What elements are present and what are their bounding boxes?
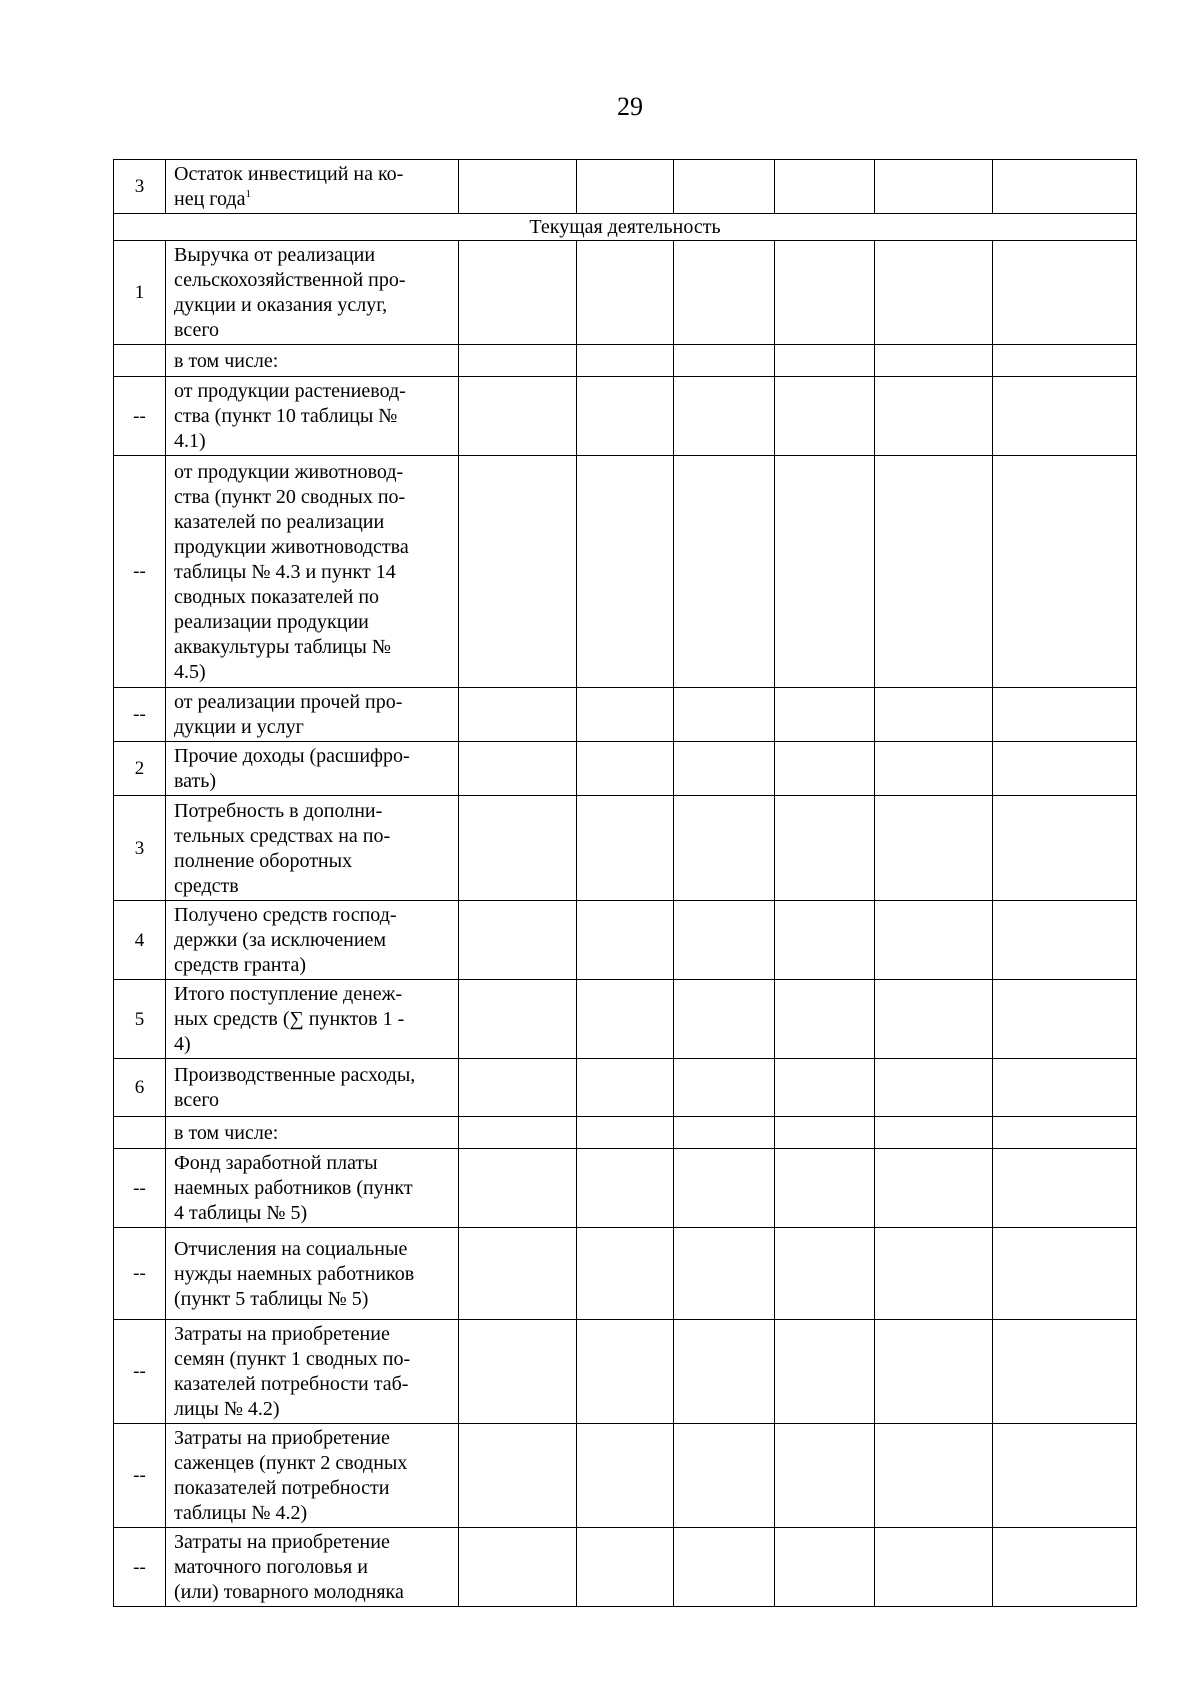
row-number-cell: --: [114, 688, 166, 742]
description-line: ства (пункт 10 таблицы №: [174, 405, 398, 427]
row-description-cell: [166, 1228, 459, 1320]
table-row: [114, 1424, 1137, 1528]
page-number: 29: [617, 92, 643, 121]
value-cell: [577, 456, 674, 688]
value-cell: [459, 796, 577, 901]
description-line: Получено средств господ-: [174, 904, 397, 926]
value-cell: [775, 688, 875, 742]
table-row: [114, 1117, 1137, 1149]
value-cell: [577, 1528, 674, 1607]
value-cell: [577, 241, 674, 345]
value-cell: [577, 980, 674, 1059]
description-line: маточного поголовья и: [174, 1556, 368, 1578]
table-row: [114, 901, 1137, 980]
value-cell: [459, 980, 577, 1059]
value-cell: [775, 377, 875, 456]
table-body: [114, 160, 1137, 1607]
table-row: [114, 1528, 1137, 1607]
description-line: реализации продукции: [174, 610, 369, 633]
row-description-cell: [166, 688, 459, 742]
value-cell: [459, 377, 577, 456]
description-line: вать): [174, 770, 217, 792]
value-cell: [875, 980, 993, 1059]
row-description-cell: [166, 1528, 459, 1607]
value-cell: [993, 901, 1137, 980]
description-line: 4.5): [174, 660, 206, 683]
row-description-cell: [166, 1149, 459, 1228]
row-description-cell: [166, 456, 459, 688]
value-cell: [459, 1228, 577, 1320]
description-line: держки (за исключением: [174, 929, 387, 951]
row-number-cell: [114, 345, 166, 377]
value-cell: [875, 688, 993, 742]
value-cell: [459, 1528, 577, 1607]
table-row: [114, 1059, 1137, 1117]
value-cell: [775, 160, 875, 214]
table-row: [114, 1228, 1137, 1320]
description-line: (пункт 5 таблицы № 5): [174, 1287, 369, 1310]
value-cell: [993, 1424, 1137, 1528]
value-cell: [674, 160, 775, 214]
value-cell: [875, 901, 993, 980]
row-description-cell: [166, 377, 459, 456]
value-cell: [459, 1320, 577, 1424]
value-cell: [993, 1320, 1137, 1424]
value-cell: [459, 456, 577, 688]
value-cell: [577, 1228, 674, 1320]
table-row: [114, 980, 1137, 1059]
value-cell: [459, 1059, 577, 1117]
value-cell: [459, 160, 577, 214]
description-line: ных средств (∑ пунктов 1 -: [174, 1008, 405, 1030]
description-line: казателей по реализации: [174, 510, 385, 533]
row-number-cell: --: [114, 1149, 166, 1228]
description-line: семян (пункт 1 сводных по-: [174, 1348, 411, 1370]
value-cell: [775, 901, 875, 980]
description-line: таблицы № 4.2): [174, 1502, 308, 1524]
value-cell: [875, 160, 993, 214]
value-cell: [577, 345, 674, 377]
value-cell: [993, 160, 1137, 214]
value-cell: [993, 345, 1137, 377]
value-cell: [993, 1059, 1137, 1117]
row-number-cell: 4: [114, 901, 166, 980]
value-cell: [775, 742, 875, 796]
value-cell: [775, 1424, 875, 1528]
description-line: средств гранта): [174, 954, 307, 976]
value-cell: [775, 345, 875, 377]
value-cell: [674, 796, 775, 901]
table-row: [114, 742, 1137, 796]
value-cell: [577, 1059, 674, 1117]
table-row: [114, 1320, 1137, 1424]
description-line: 4.1): [174, 430, 206, 452]
description-line: сельскохозяйственной про-: [174, 269, 406, 291]
row-number-cell: --: [114, 456, 166, 688]
value-cell: [459, 241, 577, 345]
description-line: нужды наемных работников: [174, 1262, 415, 1285]
description-line: Затраты на приобретение: [174, 1427, 390, 1449]
value-cell: [674, 241, 775, 345]
row-number-cell: --: [114, 1320, 166, 1424]
row-description-cell: [166, 1320, 459, 1424]
description-line: (или) товарного молодняка: [174, 1581, 404, 1603]
row-description-cell: [166, 241, 459, 345]
section-heading: Текущая деятельность: [114, 214, 1137, 241]
value-cell: [674, 980, 775, 1059]
value-cell: [577, 160, 674, 214]
row-number-cell: --: [114, 377, 166, 456]
value-cell: [775, 456, 875, 688]
value-cell: [577, 901, 674, 980]
value-cell: [674, 1117, 775, 1149]
value-cell: [993, 980, 1137, 1059]
value-cell: [875, 742, 993, 796]
description-line: показателей потребности: [174, 1477, 390, 1499]
description-line: Прочие доходы (расшифро-: [174, 745, 410, 767]
value-cell: [875, 1528, 993, 1607]
row-description-cell: [166, 345, 459, 377]
value-cell: [875, 241, 993, 345]
description-line: казателей потребности таб-: [174, 1373, 409, 1395]
value-cell: [993, 742, 1137, 796]
description-line: Остаток инвестиций на ко-: [174, 163, 404, 185]
row-description-cell: [166, 1059, 459, 1117]
value-cell: [775, 1149, 875, 1228]
description-line: Фонд заработной платы: [174, 1152, 378, 1174]
row-number-cell: --: [114, 1528, 166, 1607]
value-cell: [875, 1320, 993, 1424]
description-line: в том числе:: [174, 349, 279, 372]
value-cell: [674, 742, 775, 796]
row-number-cell: 6: [114, 1059, 166, 1117]
description-line: Выручка от реализации: [174, 244, 376, 266]
table-row: [114, 377, 1137, 456]
value-cell: [674, 1424, 775, 1528]
value-cell: [875, 1059, 993, 1117]
description-line: от продукции растениевод-: [174, 380, 406, 402]
row-description-cell: [166, 796, 459, 901]
value-cell: [775, 1059, 875, 1117]
value-cell: [993, 796, 1137, 901]
row-number-cell: [114, 1117, 166, 1149]
description-line: всего: [174, 1089, 220, 1111]
row-number-cell: 1: [114, 241, 166, 345]
row-number-cell: --: [114, 1424, 166, 1528]
table-row: [114, 456, 1137, 688]
value-cell: [993, 456, 1137, 688]
value-cell: [577, 1149, 674, 1228]
value-cell: [674, 345, 775, 377]
row-description-cell: [166, 1117, 459, 1149]
row-number-cell: 5: [114, 980, 166, 1059]
value-cell: [993, 377, 1137, 456]
value-cell: [577, 688, 674, 742]
value-cell: [577, 1320, 674, 1424]
value-cell: [459, 901, 577, 980]
value-cell: [459, 345, 577, 377]
value-cell: [775, 1320, 875, 1424]
row-description-cell: [166, 160, 459, 214]
value-cell: [875, 377, 993, 456]
description-line: полнение оборотных: [174, 849, 353, 872]
description-line: Потребность в дополни-: [174, 799, 383, 822]
description-line: Затраты на приобретение: [174, 1323, 390, 1345]
description-line: нец года: [174, 188, 246, 210]
description-line: сводных показателей по: [174, 585, 380, 608]
description-line: Отчисления на социальные: [174, 1237, 408, 1260]
value-cell: [674, 688, 775, 742]
description-line: таблицы № 4.3 и пункт 14: [174, 560, 396, 583]
value-cell: [674, 901, 775, 980]
description-line: саженцев (пункт 2 сводных: [174, 1452, 408, 1474]
value-cell: [577, 377, 674, 456]
description-line: Производственные расходы,: [174, 1064, 416, 1086]
row-description-cell: [166, 742, 459, 796]
value-cell: [993, 688, 1137, 742]
description-line: Итого поступление денеж-: [174, 983, 403, 1005]
value-cell: [577, 742, 674, 796]
value-cell: [993, 1528, 1137, 1607]
value-cell: [674, 1320, 775, 1424]
value-cell: [674, 456, 775, 688]
table-row: [114, 1149, 1137, 1228]
table-row: [114, 688, 1137, 742]
description-line: продукции животноводства: [174, 535, 409, 558]
description-line: 4): [174, 1033, 191, 1055]
value-cell: [875, 456, 993, 688]
value-cell: [674, 1059, 775, 1117]
value-cell: [775, 1117, 875, 1149]
row-description-cell: [166, 980, 459, 1059]
description-line: средств: [174, 874, 239, 897]
value-cell: [674, 1528, 775, 1607]
section-row: [114, 214, 1137, 241]
description-line: аквакультуры таблицы №: [174, 635, 391, 658]
value-cell: [577, 1117, 674, 1149]
value-cell: [674, 377, 775, 456]
table-row: [114, 796, 1137, 901]
value-cell: [993, 1117, 1137, 1149]
description-line: ства (пункт 20 сводных по-: [174, 485, 406, 508]
row-number-cell: 2: [114, 742, 166, 796]
value-cell: [775, 1228, 875, 1320]
value-cell: [775, 796, 875, 901]
description-line: от реализации прочей про-: [174, 691, 403, 713]
description-line: от продукции животновод-: [174, 460, 404, 483]
value-cell: [459, 1117, 577, 1149]
data-table: [113, 159, 1137, 1607]
table-row: [114, 345, 1137, 377]
value-cell: [674, 1228, 775, 1320]
value-cell: [875, 1117, 993, 1149]
description-line: наемных работников (пункт: [174, 1177, 413, 1199]
row-number-cell: --: [114, 1228, 166, 1320]
value-cell: [875, 1424, 993, 1528]
value-cell: [993, 1149, 1137, 1228]
value-cell: [775, 980, 875, 1059]
footnote-marker: 1: [245, 188, 251, 200]
description-line: всего: [174, 319, 220, 341]
description-line: дукции и оказания услуг,: [174, 294, 388, 316]
value-cell: [459, 688, 577, 742]
value-cell: [577, 1424, 674, 1528]
value-cell: [993, 241, 1137, 345]
row-description-cell: [166, 901, 459, 980]
value-cell: [875, 345, 993, 377]
value-cell: [459, 1149, 577, 1228]
description-line: 4 таблицы № 5): [174, 1202, 308, 1224]
value-cell: [875, 796, 993, 901]
value-cell: [459, 742, 577, 796]
value-cell: [459, 1424, 577, 1528]
value-cell: [993, 1228, 1137, 1320]
value-cell: [775, 241, 875, 345]
description-line: Затраты на приобретение: [174, 1531, 390, 1553]
table-row: [114, 241, 1137, 345]
row-description-cell: [166, 1424, 459, 1528]
value-cell: [875, 1228, 993, 1320]
table-row: [114, 160, 1137, 214]
value-cell: [577, 796, 674, 901]
description-line: в том числе:: [174, 1121, 279, 1144]
row-number-cell: 3: [114, 796, 166, 901]
row-number-cell: 3: [114, 160, 166, 214]
description-line: лицы № 4.2): [174, 1398, 280, 1420]
description-line: тельных средствах на по-: [174, 824, 391, 847]
value-cell: [775, 1528, 875, 1607]
value-cell: [674, 1149, 775, 1228]
description-line: дукции и услуг: [174, 716, 304, 738]
value-cell: [875, 1149, 993, 1228]
